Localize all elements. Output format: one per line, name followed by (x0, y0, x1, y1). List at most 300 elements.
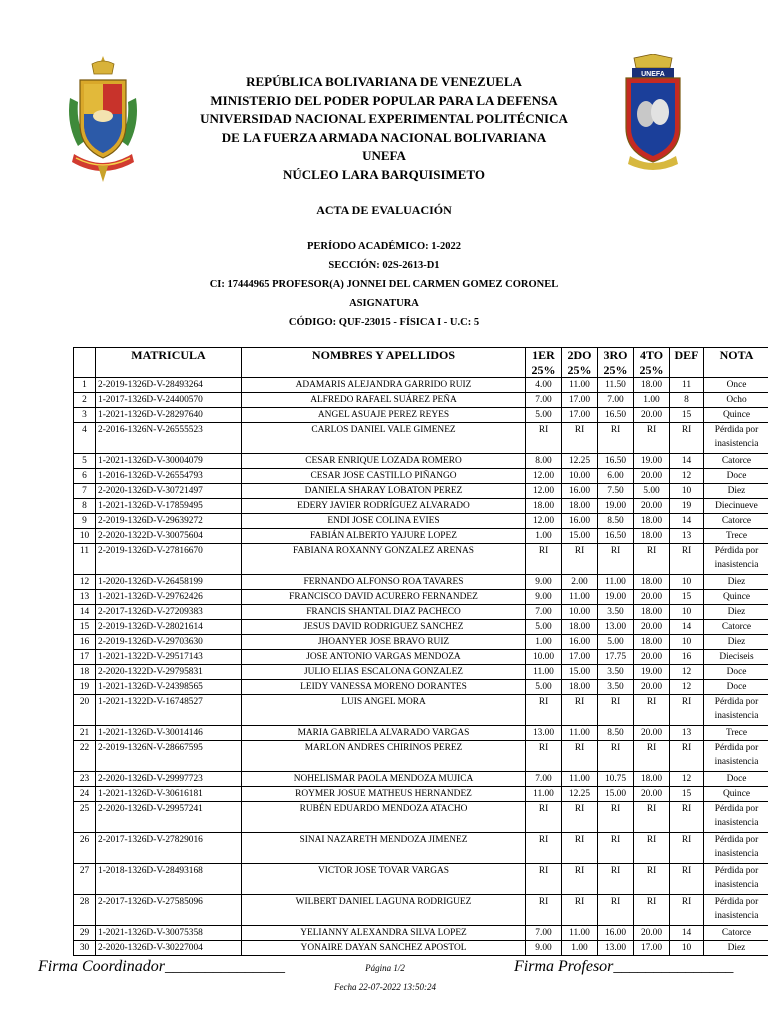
row-3ro: RI (598, 423, 634, 454)
row-def: RI (670, 695, 704, 726)
row-4to: RI (634, 695, 670, 726)
table-row (74, 393, 768, 408)
row-4to: RI (634, 741, 670, 772)
row-nombre: ANGEL ASUAJE PEREZ REYES (242, 408, 526, 423)
row-1er: RI (526, 895, 562, 926)
row-matricula: 2-2019-1326D-V-28021614 (96, 620, 242, 635)
row-index: 1 (74, 378, 96, 393)
row-index: 9 (74, 514, 96, 529)
row-nota: Catorce (704, 514, 768, 529)
row-2do: 11.00 (562, 590, 598, 605)
row-def: 10 (670, 605, 704, 620)
row-4to: 18.00 (634, 514, 670, 529)
row-4to: 20.00 (634, 680, 670, 695)
row-4to: 20.00 (634, 590, 670, 605)
row-nota: Catorce (704, 454, 768, 469)
table-row (74, 926, 768, 941)
row-1er: 1.00 (526, 529, 562, 544)
row-3ro: RI (598, 544, 634, 575)
header-line-5: UNEFA (362, 148, 406, 163)
row-3ro: 6.00 (598, 469, 634, 484)
table-row (74, 484, 768, 499)
row-2do: 10.00 (562, 605, 598, 620)
row-index: 2 (74, 393, 96, 408)
row-nombre: CESAR ENRIQUE LOZADA ROMERO (242, 454, 526, 469)
row-nota: Pérdida por inasistencia (704, 833, 768, 864)
subject-label: ASIGNATURA (349, 298, 419, 309)
row-matricula: 1-2021-1326D-V-30014146 (96, 726, 242, 741)
row-3ro: 7.00 (598, 393, 634, 408)
row-1er: 8.00 (526, 454, 562, 469)
row-1er: 7.00 (526, 605, 562, 620)
row-matricula: 2-2019-1326D-V-29639272 (96, 514, 242, 529)
row-2do: 11.00 (562, 926, 598, 941)
section-code: SECCIÓN: 02S-2613-D1 (328, 260, 440, 271)
row-4to: 18.00 (634, 575, 670, 590)
print-date: Fecha 22-07-2022 13:50:24 (334, 982, 436, 992)
row-3ro: 7.50 (598, 484, 634, 499)
row-4to: RI (634, 802, 670, 833)
row-nombre: JESUS DAVID RODRIGUEZ SANCHEZ (242, 620, 526, 635)
row-index: 25 (74, 802, 96, 833)
header-4to (634, 348, 670, 378)
row-matricula: 1-2021-1326D-V-17859495 (96, 499, 242, 514)
row-nota: Doce (704, 665, 768, 680)
row-4to: 1.00 (634, 393, 670, 408)
row-1er: RI (526, 695, 562, 726)
row-nombre: RUBÉN EDUARDO MENDOZA ATACHO (242, 802, 526, 833)
row-index: 17 (74, 650, 96, 665)
row-4to: 18.00 (634, 605, 670, 620)
row-4to: 20.00 (634, 499, 670, 514)
row-1er: RI (526, 544, 562, 575)
table-row (74, 423, 768, 454)
row-index: 26 (74, 833, 96, 864)
table-row (74, 469, 768, 484)
row-matricula: 2-2019-1326N-V-28667595 (96, 741, 242, 772)
row-2do: 17.00 (562, 650, 598, 665)
row-1er: 7.00 (526, 772, 562, 787)
row-nota: Diez (704, 605, 768, 620)
row-def: 13 (670, 726, 704, 741)
row-index: 20 (74, 695, 96, 726)
row-1er: 12.00 (526, 484, 562, 499)
row-1er: 9.00 (526, 575, 562, 590)
row-nombre: VICTOR JOSE TOVAR VARGAS (242, 864, 526, 895)
row-index: 3 (74, 408, 96, 423)
table-row (74, 833, 768, 864)
grades-table (73, 347, 768, 956)
table-row (74, 772, 768, 787)
row-matricula: 2-2016-1326N-V-26555523 (96, 423, 242, 454)
row-nombre: FRANCISCO DAVID ACURERO FERNANDEZ (242, 590, 526, 605)
row-2do: 11.00 (562, 726, 598, 741)
row-def: RI (670, 895, 704, 926)
row-nombre: NOHELISMAR PAOLA MENDOZA MUJICA (242, 772, 526, 787)
row-matricula: 1-2021-1326D-V-24398565 (96, 680, 242, 695)
row-matricula: 2-2019-1326D-V-27816670 (96, 544, 242, 575)
row-nombre: FABIANA ROXANNY GONZALEZ ARENAS (242, 544, 526, 575)
row-2do: RI (562, 802, 598, 833)
row-1er: RI (526, 864, 562, 895)
table-row (74, 635, 768, 650)
row-matricula: 1-2021-1326D-V-29762426 (96, 590, 242, 605)
header-line-4: DE LA FUERZA ARMADA NACIONAL BOLIVARIANA (221, 129, 547, 145)
row-index: 4 (74, 423, 96, 454)
row-2do: 15.00 (562, 529, 598, 544)
table-row (74, 864, 768, 895)
row-3ro: 3.50 (598, 665, 634, 680)
row-matricula: 2-2017-1326D-V-27585096 (96, 895, 242, 926)
row-nombre: SINAI NAZARETH MENDOZA JIMENEZ (242, 833, 526, 864)
row-nombre: JULIO ELIAS ESCALONA GONZALEZ (242, 665, 526, 680)
row-matricula: 2-2020-1322D-V-29795831 (96, 665, 242, 680)
row-nota: Dieciseis (704, 650, 768, 665)
row-1er: 10.00 (526, 650, 562, 665)
row-4to: 20.00 (634, 726, 670, 741)
row-nota: Pérdida por inasistencia (704, 741, 768, 772)
academic-period: PERÍODO ACADÉMICO: 1-2022 (307, 241, 461, 252)
row-nota: Quince (704, 787, 768, 802)
header-4to-pct: 25% (639, 362, 664, 377)
row-1er: 1.00 (526, 635, 562, 650)
row-def: 12 (670, 680, 704, 695)
header-1er-pct: 25% (531, 362, 556, 377)
header-line-2: MINISTERIO DEL PODER POPULAR PARA LA DEFENSA (210, 92, 558, 108)
row-index: 7 (74, 484, 96, 499)
row-4to: 18.00 (634, 529, 670, 544)
row-1er: 5.00 (526, 680, 562, 695)
row-index: 22 (74, 741, 96, 772)
row-1er: 11.00 (526, 787, 562, 802)
row-1er: 4.00 (526, 378, 562, 393)
row-nota: Pérdida por inasistencia (704, 695, 768, 726)
row-3ro: 5.00 (598, 635, 634, 650)
row-def: 8 (670, 393, 704, 408)
row-matricula: 1-2017-1326D-V-24400570 (96, 393, 242, 408)
row-1er: RI (526, 423, 562, 454)
header-nombres: NOMBRES Y APELLIDOS (242, 348, 526, 378)
header-3ro-label: 3RO (603, 348, 628, 362)
table-row (74, 620, 768, 635)
row-index: 8 (74, 499, 96, 514)
row-3ro: RI (598, 741, 634, 772)
row-2do: 16.00 (562, 635, 598, 650)
table-row (74, 544, 768, 575)
row-3ro: 10.75 (598, 772, 634, 787)
row-nombre: ENDI JOSE COLINA EVIES (242, 514, 526, 529)
row-3ro: 19.00 (598, 590, 634, 605)
table-header-row (74, 348, 768, 378)
row-nota: Quince (704, 408, 768, 423)
row-3ro: 3.50 (598, 605, 634, 620)
row-nota: Once (704, 378, 768, 393)
row-3ro: 11.50 (598, 378, 634, 393)
row-2do: RI (562, 544, 598, 575)
row-nombre: DANIELA SHARAY LOBATON PEREZ (242, 484, 526, 499)
row-nota: Doce (704, 469, 768, 484)
table-row (74, 514, 768, 529)
page-number: Página 1/2 (365, 963, 405, 973)
row-2do: 18.00 (562, 620, 598, 635)
table-row (74, 378, 768, 393)
row-index: 28 (74, 895, 96, 926)
header-line-6: NÚCLEO LARA BARQUISIMETO (282, 166, 486, 182)
row-4to: 20.00 (634, 650, 670, 665)
row-1er: 7.00 (526, 926, 562, 941)
row-4to: 20.00 (634, 620, 670, 635)
row-nombre: LEIDY VANESSA MORENO DORANTES (242, 680, 526, 695)
row-def: 10 (670, 635, 704, 650)
table-row (74, 895, 768, 926)
row-3ro: 17.75 (598, 650, 634, 665)
row-index: 10 (74, 529, 96, 544)
row-nombre: MARLON ANDRES CHIRINOS PEREZ (242, 741, 526, 772)
row-3ro: 8.50 (598, 514, 634, 529)
row-def: 15 (670, 590, 704, 605)
row-2do: RI (562, 741, 598, 772)
unefa-logo-text: UNEFA (641, 71, 665, 78)
row-3ro: 16.50 (598, 454, 634, 469)
row-nombre: CARLOS DANIEL VALE GIMENEZ (242, 423, 526, 454)
row-index: 5 (74, 454, 96, 469)
row-nombre: JOSE ANTONIO VARGAS MENDOZA (242, 650, 526, 665)
table-row (74, 590, 768, 605)
row-index: 24 (74, 787, 96, 802)
row-3ro: RI (598, 802, 634, 833)
row-def: RI (670, 864, 704, 895)
table-row (74, 575, 768, 590)
row-def: 13 (670, 529, 704, 544)
course-info (120, 237, 648, 332)
row-2do: 1.00 (562, 941, 598, 956)
header-line-3: UNIVERSIDAD NACIONAL EXPERIMENTAL POLITÉCNICA (200, 111, 568, 126)
row-2do: 16.00 (562, 514, 598, 529)
row-def: 12 (670, 665, 704, 680)
row-2do: 12.25 (562, 454, 598, 469)
row-4to: RI (634, 895, 670, 926)
row-nombre: MARIA GABRIELA ALVARADO VARGAS (242, 726, 526, 741)
row-nombre: FRANCIS SHANTAL DIAZ PACHECO (242, 605, 526, 620)
row-2do: RI (562, 833, 598, 864)
row-matricula: 2-2019-1326D-V-29703630 (96, 635, 242, 650)
venezuela-coat-of-arms-logo (62, 54, 144, 184)
row-nota: Trece (704, 726, 768, 741)
row-2do: RI (562, 864, 598, 895)
row-def: RI (670, 423, 704, 454)
row-nombre: LUIS ANGEL MORA (242, 695, 526, 726)
row-2do: 11.00 (562, 772, 598, 787)
row-3ro: 13.00 (598, 941, 634, 956)
table-row (74, 680, 768, 695)
table-row (74, 787, 768, 802)
row-matricula: 1-2016-1326D-V-26554793 (96, 469, 242, 484)
header-index (74, 348, 96, 378)
row-matricula: 1-2018-1326D-V-28493168 (96, 864, 242, 895)
row-nota: Ocho (704, 393, 768, 408)
row-index: 29 (74, 926, 96, 941)
row-4to: 18.00 (634, 378, 670, 393)
row-2do: 18.00 (562, 680, 598, 695)
row-3ro: 11.00 (598, 575, 634, 590)
row-4to: RI (634, 864, 670, 895)
row-2do: 12.25 (562, 787, 598, 802)
row-4to: 20.00 (634, 408, 670, 423)
row-3ro: 16.50 (598, 529, 634, 544)
row-nota: Pérdida por inasistencia (704, 544, 768, 575)
row-nota: Diez (704, 941, 768, 956)
row-4to: 5.00 (634, 484, 670, 499)
row-1er: 5.00 (526, 620, 562, 635)
row-4to: 20.00 (634, 787, 670, 802)
row-3ro: 19.00 (598, 499, 634, 514)
row-matricula: 2-2020-1326D-V-29957241 (96, 802, 242, 833)
document-title: ACTA DE EVALUACIÓN (316, 203, 452, 217)
row-nota: Pérdida por inasistencia (704, 802, 768, 833)
row-def: 14 (670, 454, 704, 469)
row-1er: RI (526, 741, 562, 772)
row-3ro: RI (598, 833, 634, 864)
row-matricula: 2-2020-1322D-V-30075604 (96, 529, 242, 544)
row-2do: RI (562, 423, 598, 454)
header-1er (526, 348, 562, 378)
row-matricula: 2-2017-1326D-V-27829016 (96, 833, 242, 864)
row-def: 11 (670, 378, 704, 393)
row-def: RI (670, 544, 704, 575)
table-row (74, 665, 768, 680)
row-3ro: RI (598, 695, 634, 726)
row-1er: 18.00 (526, 499, 562, 514)
table-row (74, 941, 768, 956)
row-2do: RI (562, 695, 598, 726)
row-nombre: WILBERT DANIEL LAGUNA RODRIGUEZ (242, 895, 526, 926)
table-row (74, 726, 768, 741)
row-4to: RI (634, 833, 670, 864)
row-nota: Catorce (704, 620, 768, 635)
row-1er: RI (526, 802, 562, 833)
row-def: 19 (670, 499, 704, 514)
row-nombre: JHOANYER JOSE BRAVO RUIZ (242, 635, 526, 650)
row-3ro: 16.00 (598, 926, 634, 941)
row-matricula: 1-2021-1322D-V-16748527 (96, 695, 242, 726)
row-matricula: 2-2020-1326D-V-30227004 (96, 941, 242, 956)
row-nombre: FABIÁN ALBERTO YAJURE LOPEZ (242, 529, 526, 544)
row-index: 15 (74, 620, 96, 635)
table-row (74, 408, 768, 423)
row-nombre: ALFREDO RAFAEL SUÁREZ PEÑA (242, 393, 526, 408)
row-def: 14 (670, 926, 704, 941)
row-index: 11 (74, 544, 96, 575)
row-matricula: 2-2020-1326D-V-30721497 (96, 484, 242, 499)
row-nota: Pérdida por inasistencia (704, 864, 768, 895)
row-4to: 17.00 (634, 941, 670, 956)
row-def: RI (670, 802, 704, 833)
row-2do: 17.00 (562, 408, 598, 423)
row-nombre: EDERY JAVIER RODRÍGUEZ ALVARADO (242, 499, 526, 514)
row-matricula: 1-2021-1322D-V-29517143 (96, 650, 242, 665)
row-3ro: 13.00 (598, 620, 634, 635)
row-def: 15 (670, 408, 704, 423)
table-row (74, 650, 768, 665)
row-nota: Doce (704, 680, 768, 695)
row-matricula: 2-2020-1326D-V-29997723 (96, 772, 242, 787)
row-1er: 5.00 (526, 408, 562, 423)
row-index: 13 (74, 590, 96, 605)
row-3ro: 15.00 (598, 787, 634, 802)
professor-signature-line: Firma Profesor_______________ (514, 958, 734, 975)
row-2do: RI (562, 895, 598, 926)
row-def: RI (670, 741, 704, 772)
row-1er: 11.00 (526, 665, 562, 680)
row-2do: 15.00 (562, 665, 598, 680)
row-2do: 2.00 (562, 575, 598, 590)
row-nombre: CESAR JOSE CASTILLO PIÑANGO (242, 469, 526, 484)
header-4to-label: 4TO (639, 348, 664, 362)
row-nota: Doce (704, 772, 768, 787)
row-2do: 11.00 (562, 378, 598, 393)
header-3ro (598, 348, 634, 378)
table-row (74, 741, 768, 772)
row-index: 19 (74, 680, 96, 695)
table-row (74, 802, 768, 833)
row-nota: Pérdida por inasistencia (704, 895, 768, 926)
table-row (74, 529, 768, 544)
row-nota: Diez (704, 484, 768, 499)
row-nombre: FERNANDO ALFONSO ROA TAVARES (242, 575, 526, 590)
header-2do-label: 2DO (567, 348, 592, 362)
row-matricula: 1-2021-1326D-V-28297640 (96, 408, 242, 423)
coordinator-signature-line: Firma Coordinador_______________ (38, 958, 285, 975)
header-def: DEF (670, 348, 704, 378)
row-matricula: 1-2021-1326D-V-30075358 (96, 926, 242, 941)
row-1er: RI (526, 833, 562, 864)
row-def: 15 (670, 787, 704, 802)
row-matricula: 2-2017-1326D-V-27209383 (96, 605, 242, 620)
row-index: 21 (74, 726, 96, 741)
row-def: 10 (670, 941, 704, 956)
row-4to: RI (634, 544, 670, 575)
row-def: 12 (670, 772, 704, 787)
row-4to: 19.00 (634, 454, 670, 469)
row-nombre: ADAMARIS ALEJANDRA GARRIDO RUIZ (242, 378, 526, 393)
unefa-emblem-logo (620, 54, 686, 172)
row-3ro: RI (598, 895, 634, 926)
row-nota: Quince (704, 590, 768, 605)
row-3ro: 8.50 (598, 726, 634, 741)
row-nombre: YELIANNY ALEXANDRA SILVA LOPEZ (242, 926, 526, 941)
header-2do-pct: 25% (567, 362, 592, 377)
row-nota: Diecinueve (704, 499, 768, 514)
row-def: RI (670, 833, 704, 864)
row-def: 14 (670, 620, 704, 635)
row-index: 14 (74, 605, 96, 620)
table-row (74, 695, 768, 726)
row-index: 18 (74, 665, 96, 680)
row-def: 14 (670, 514, 704, 529)
header-3ro-pct: 25% (603, 362, 628, 377)
header-1er-label: 1ER (532, 348, 555, 362)
row-matricula: 2-2019-1326D-V-28493264 (96, 378, 242, 393)
row-nota: Diez (704, 635, 768, 650)
row-def: 10 (670, 575, 704, 590)
row-nombre: YONAIRE DAYAN SANCHEZ APOSTOL (242, 941, 526, 956)
row-index: 27 (74, 864, 96, 895)
row-3ro: 3.50 (598, 680, 634, 695)
row-3ro: RI (598, 864, 634, 895)
row-4to: 19.00 (634, 665, 670, 680)
row-index: 30 (74, 941, 96, 956)
row-2do: 18.00 (562, 499, 598, 514)
